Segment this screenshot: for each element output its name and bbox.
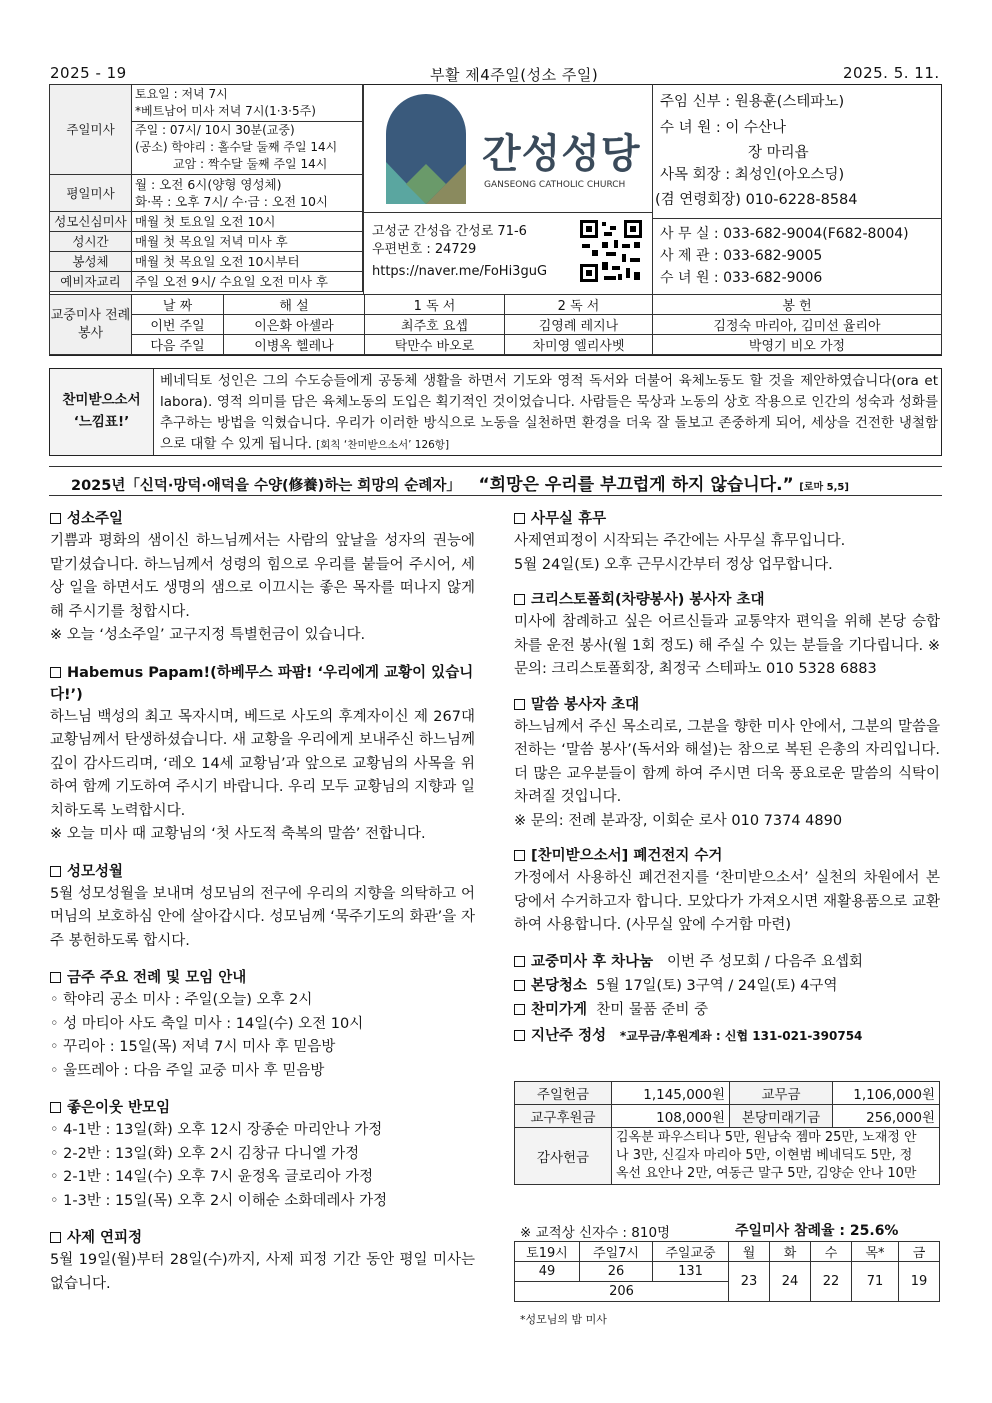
notice-text: 가정에서 사용하신 폐건전지를 ‘찬미받으소서’ 실천의 차원에서 본당에서 수거하고자 합니다. 모았다가 가져오시면 재활용품으로 교환하여 사용합니다. (사무실 앞에 수거함 마련) xyxy=(514,870,940,933)
sched-line: 교암 : 짝수달 둘째 주일 14시 xyxy=(173,157,328,171)
sched-line: (공소) 학야리 : 홀수달 둘째 주일 14시 xyxy=(135,140,338,154)
checkbox-icon xyxy=(514,1004,525,1015)
notice-text: 기쁨과 평화의 샘이신 하느님께서는 사람의 앞날을 성자의 권능에 맡기셨습니다. 하느님께서 성령의 힘으로 우리를 붙들어 주시어, 세상 일을 하면서도 생명의 샘으로 이끄시는 좋은 목자를 떠나지 않게 해 주시기를 청합시다. xyxy=(50,533,475,620)
misc-item: 찬미가게 찬미 물품 준비 중 xyxy=(514,998,940,1022)
list-item: ◦ 울뜨레아 : 다음 주일 교중 미사 후 믿음방 xyxy=(50,1062,325,1079)
right-column xyxy=(514,498,940,1048)
att-value: 49 xyxy=(515,1262,580,1282)
finance-label: 교구후원금 xyxy=(515,1105,612,1128)
list-item: ◦ 4-1반 : 13일(화) 오후 12시 장종순 마리안나 가정 xyxy=(50,1122,383,1138)
staff-sister-2: 장 마리욥 xyxy=(748,145,809,161)
page-title: 부활 제4주일(성소 주일) xyxy=(430,66,599,84)
logo-wordmark: 간성성당 xyxy=(482,131,641,177)
notice-title: 금주 주요 전례 및 모임 안내 xyxy=(50,967,475,989)
sched-line: 주일 : 07시/ 10시 30분(교중) xyxy=(132,121,362,139)
roles-header: 2 독 서 xyxy=(505,295,653,315)
checkbox-icon xyxy=(50,866,61,877)
banner-quote: “희망은 우리를 부끄럽게 하지 않습니다.” xyxy=(478,475,794,495)
laudato-sublabel: ‘느낌표!’ xyxy=(73,414,130,430)
att-value: 131 xyxy=(653,1262,729,1282)
sched-line: 월 : 오전 6시(양형 영성체) xyxy=(135,177,282,192)
laudato-text: 베네딕토 성인은 그의 수도승들에게 공동체 생활을 하면서 기도와 영적 독서와 더불어 육체노동도 할 것을 제안하였습니다(ora et labora). 영적 의미를 담은 육체노동의 도입은 획기적인 것이었습니다. 사람들은 묵상과 노동의 상호 작용으로 인간의 성숙과 성화를 추구하는 방법을 익혔습니다. 우리가 이러한 방식으로 노동을 실천하면 환경을 더욱 잘 돌보고 존중하게 되어, 세상을 건전한 냉철함으로 대할 수 있게 됩니다. xyxy=(160,373,938,452)
notice-text: 5월 성모성월을 보내며 성모님의 전구에 우리의 지향을 의탁하고 어머님의 보호하심 안에 살아갑시다. 성모님께 ‘묵주기도의 화관’을 자주 봉헌하도록 합시다. xyxy=(50,885,475,949)
checkbox-icon xyxy=(50,1102,61,1113)
misc-item: 교중미사 후 차나눔 이번 주 성모회 / 다음주 요셉회 xyxy=(514,950,940,974)
notice-text: ※ 문의: 전례 분과장, 이회순 로사 010 7374 4890 xyxy=(514,812,843,829)
sunday-mass-label: 주일미사 xyxy=(50,85,132,175)
sched-line: 토요일 : 저녁 7시 xyxy=(135,87,228,101)
checkbox-icon xyxy=(50,667,61,678)
qr-code-icon xyxy=(578,218,644,284)
notice-text: 미사에 참례하고 싶은 어르신들과 교통약자 편익을 위해 본당 승합차를 운전 봉사(월 1회 정도) 해 주실 수 있는 분들을 기다립니다. ※ 문의: 크리스토폴회장, 최정국 스테파노 010 5328 6883 xyxy=(514,614,940,677)
laudato-citation: [회칙 ‘찬미받으소서’ 126항] xyxy=(316,439,450,451)
banner-theme: 2025년「신덕·망덕·애덕을 수양(修養)하는 희망의 순례자」 xyxy=(71,478,461,494)
address-line: 고성군 간성읍 간성로 71-6 xyxy=(372,224,527,239)
roles-cell: 이번 주일 xyxy=(132,315,224,335)
list-item: ◦ 성 마티아 사도 축일 미사 : 14일(수) 오전 10시 xyxy=(50,1015,364,1032)
staff-council-phone: (겸 연령회장) 010-6228-8584 xyxy=(655,192,858,208)
finance-value: 1,106,000원 xyxy=(833,1082,940,1105)
roles-cell: 김정숙 마리아, 김미선 율리아 xyxy=(653,315,942,335)
finance-label: 교무금 xyxy=(730,1082,833,1105)
finance-label: 주일헌금 xyxy=(515,1082,612,1105)
att-value: 71 xyxy=(852,1262,899,1302)
checkbox-icon xyxy=(514,513,525,524)
notice-text: 하느님 백성의 최고 목자시며, 베드로 사도의 후계자이신 제 267대 교황님께서 탄생하셨습니다. 새 교황을 우리에게 보내주신 하느님께 깊이 감사드리며, ‘레오 14세 교황님’과 앞으로 교황님의 사목을 위하여 함께 기도하여 주시기 바랍니다. 우리 모두 교황님의 지향과 일치하도록 노력합시다. xyxy=(50,708,475,819)
notice-title: Habemus Papam!(하베무스 파팜! ‘우리에게 교황이 있습니다!’) xyxy=(50,664,474,703)
attendance-table xyxy=(514,1241,940,1302)
staff-sister: 수 녀 원 : 이 수산나 xyxy=(660,120,786,136)
notice-text: 5월 24일(토) 오후 근무시간부터 정상 업무합니다. xyxy=(514,556,833,573)
att-value: 26 xyxy=(580,1262,653,1282)
notice-title: 사무실 휴무 xyxy=(514,508,940,530)
roles-cell: 탁만수 바오로 xyxy=(365,335,505,355)
att-header: 목* xyxy=(852,1242,899,1262)
roles-cell: 최주호 요셉 xyxy=(365,315,505,335)
notice-text: 5월 19일(월)부터 28일(수)까지, 사제 피정 기간 동안 평일 미사는 없습니다. xyxy=(50,1252,475,1292)
banner-ref: [로마 5,5] xyxy=(799,482,849,493)
checkbox-icon xyxy=(514,699,525,710)
notice-title: 크리스토폴회(차량봉사) 봉사자 초대 xyxy=(514,589,940,611)
sched-line: 화·목 : 오후 7시/ 수·금 : 오전 10시 xyxy=(135,194,329,209)
sched-value: 매월 첫 목요일 저녁 미사 후 xyxy=(132,232,363,252)
sched-value: 주일 오전 9시/ 수요일 오전 미사 후 xyxy=(132,272,363,292)
roles-header: 해 설 xyxy=(224,295,365,315)
checkbox-icon xyxy=(514,850,525,861)
checkbox-icon xyxy=(50,1232,61,1243)
logo-area xyxy=(363,84,653,294)
att-header: 주일7시 xyxy=(580,1242,653,1262)
roles-header: 봉 헌 xyxy=(653,295,942,315)
contact-rectory: 사 제 관 : 033-682-9005 xyxy=(660,248,823,264)
sched-label: 예비자교리 xyxy=(50,272,132,292)
postal-code: 우편번호 : 24729 xyxy=(372,242,477,257)
roles-label: 교중미사 전례봉사 xyxy=(50,295,132,355)
contact-convent: 수 녀 원 : 033-682-9006 xyxy=(660,270,823,286)
notice-title: 성모성월 xyxy=(50,861,475,883)
thanks-label: 감사헌금 xyxy=(515,1128,612,1185)
sched-label: 성모신심미사 xyxy=(50,212,132,232)
sched-value: 매월 첫 토요일 오전 10시 xyxy=(132,212,363,232)
sched-line: *베트남어 미사 저녁 7시(1·3·5주) xyxy=(135,104,316,118)
roles-cell: 다음 주일 xyxy=(132,335,224,355)
checkbox-icon xyxy=(514,594,525,605)
logo-subtitle: GANSEONG CATHOLIC CHURCH xyxy=(484,180,626,190)
sched-value: 매월 첫 목요일 오전 10시부터 xyxy=(132,252,363,272)
laudato-label: 찬미받으소서 xyxy=(62,392,141,408)
staff-pastor: 주임 신부 : 원용훈(스테파노) xyxy=(660,94,845,110)
finance-label: 본당미래기금 xyxy=(730,1105,833,1128)
roles-cell: 박영기 비오 가정 xyxy=(653,335,942,355)
list-item: ◦ 2-1반 : 14일(수) 오후 7시 윤정옥 글로리아 가정 xyxy=(50,1169,374,1185)
weekday-mass-label: 평일미사 xyxy=(50,175,132,212)
notice-title: 좋은이웃 반모임 xyxy=(50,1097,475,1119)
notice-text: ※ 오늘 미사 때 교황님의 ‘첫 사도적 축복의 말씀’ 전합니다. xyxy=(50,826,426,842)
checkbox-icon xyxy=(50,513,61,524)
schedule-table xyxy=(49,84,363,292)
finance-heading: 지난주 정성 *교무금/후원계좌 : 신협 131-021-390754 xyxy=(514,1024,940,1048)
att-value: 19 xyxy=(898,1262,939,1302)
finance-value: 1,145,000원 xyxy=(612,1082,730,1105)
att-header: 화 xyxy=(770,1242,811,1262)
notice-title: 성소주일 xyxy=(50,508,475,530)
liturgy-roles-table xyxy=(49,294,942,355)
roles-header: 1 독 서 xyxy=(365,295,505,315)
roles-cell: 차미영 엘리사벳 xyxy=(505,335,653,355)
finance-value: 108,000원 xyxy=(612,1105,730,1128)
att-header: 월 xyxy=(729,1242,770,1262)
att-header: 토19시 xyxy=(515,1242,580,1262)
sched-label: 봉성체 xyxy=(50,252,132,272)
checkbox-icon xyxy=(514,980,525,991)
attendance-rate: 주일미사 참례율 : 25.6% xyxy=(735,1223,899,1239)
attendance-note: *성모님의 밤 미사 xyxy=(520,1313,607,1326)
finance-table xyxy=(514,1081,940,1185)
notice-text: 하느님께서 주신 목소리로, 그분을 향한 미사 안에서, 그분의 말씀을 전하는 ‘말씀 봉사’(독서와 해설)는 참으로 복된 은총의 자리입니다. 더 많은 교우분들이 함께 하여 주시면 더욱 풍요로운 말씀의 식탁이 차려질 것입니다. xyxy=(514,718,940,805)
att-value: 22 xyxy=(811,1262,852,1302)
roles-cell: 이병옥 헬레나 xyxy=(224,335,365,355)
att-value: 24 xyxy=(770,1262,811,1302)
naver-link[interactable]: https://naver.me/FoHi3guG xyxy=(372,264,548,279)
laudato-box xyxy=(49,368,942,456)
notice-title: 말씀 봉사자 초대 xyxy=(514,694,940,716)
att-header: 금 xyxy=(898,1242,939,1262)
checkbox-icon xyxy=(514,956,525,967)
church-logo-icon xyxy=(382,92,470,204)
att-value: 23 xyxy=(729,1262,770,1302)
roles-header: 날 짜 xyxy=(132,295,224,315)
finance-value: 256,000원 xyxy=(833,1105,940,1128)
notice-text: ※ 오늘 ‘성소주일’ 교구지정 특별헌금이 있습니다. xyxy=(50,627,366,643)
att-total: 206 xyxy=(515,1282,729,1302)
list-item: ◦ 1-3반 : 15일(목) 오후 2시 이해순 소화데레사 가정 xyxy=(50,1192,388,1209)
list-item: ◦ 2-2반 : 13일(화) 오후 2시 김창규 다니엘 가정 xyxy=(50,1145,360,1162)
checkbox-icon xyxy=(50,972,61,983)
staff-council: 사목 회장 : 최성인(아오스딩) xyxy=(660,167,845,183)
notice-title: 사제 연피정 xyxy=(50,1227,475,1249)
sched-label: 성시간 xyxy=(50,232,132,252)
thanks-list: 김옥분 파우스티나 5만, 원남숙 젬마 25만, 노재정 안나 3만, 신길자 마리아 5만, 이현범 베네딕도 5만, 정옥선 요안나 2만, 여동근 말구 5만, 김양순 안나 10만 xyxy=(612,1128,940,1185)
issue-number: 2025 - 19 xyxy=(50,64,127,82)
roles-cell: 김영례 레지나 xyxy=(505,315,653,335)
roles-cell: 이은화 아셀라 xyxy=(224,315,365,335)
list-item: ◦ 학야리 공소 미사 : 주일(오늘) 오후 2시 xyxy=(50,992,313,1008)
att-header: 수 xyxy=(811,1242,852,1262)
notice-text: 사제연피정이 시작되는 주간에는 사무실 휴무입니다. xyxy=(514,533,846,549)
checkbox-icon xyxy=(514,1030,525,1041)
contact-office: 사 무 실 : 033-682-9004(F682-8004) xyxy=(660,226,909,242)
list-item: ◦ 꾸리아 : 15일(목) 저녁 7시 미사 후 믿음방 xyxy=(50,1039,336,1055)
issue-date: 2025. 5. 11. xyxy=(843,64,940,82)
att-header: 주일교중 xyxy=(653,1242,729,1262)
notice-title: [찬미받으소서] 폐건전지 수거 xyxy=(514,845,940,867)
member-count: ※ 교적상 신자수 : 810명 xyxy=(520,1225,671,1241)
misc-item: 본당청소 5월 17일(토) 3구역 / 24일(토) 4구역 xyxy=(514,974,940,998)
left-column xyxy=(50,498,475,1296)
